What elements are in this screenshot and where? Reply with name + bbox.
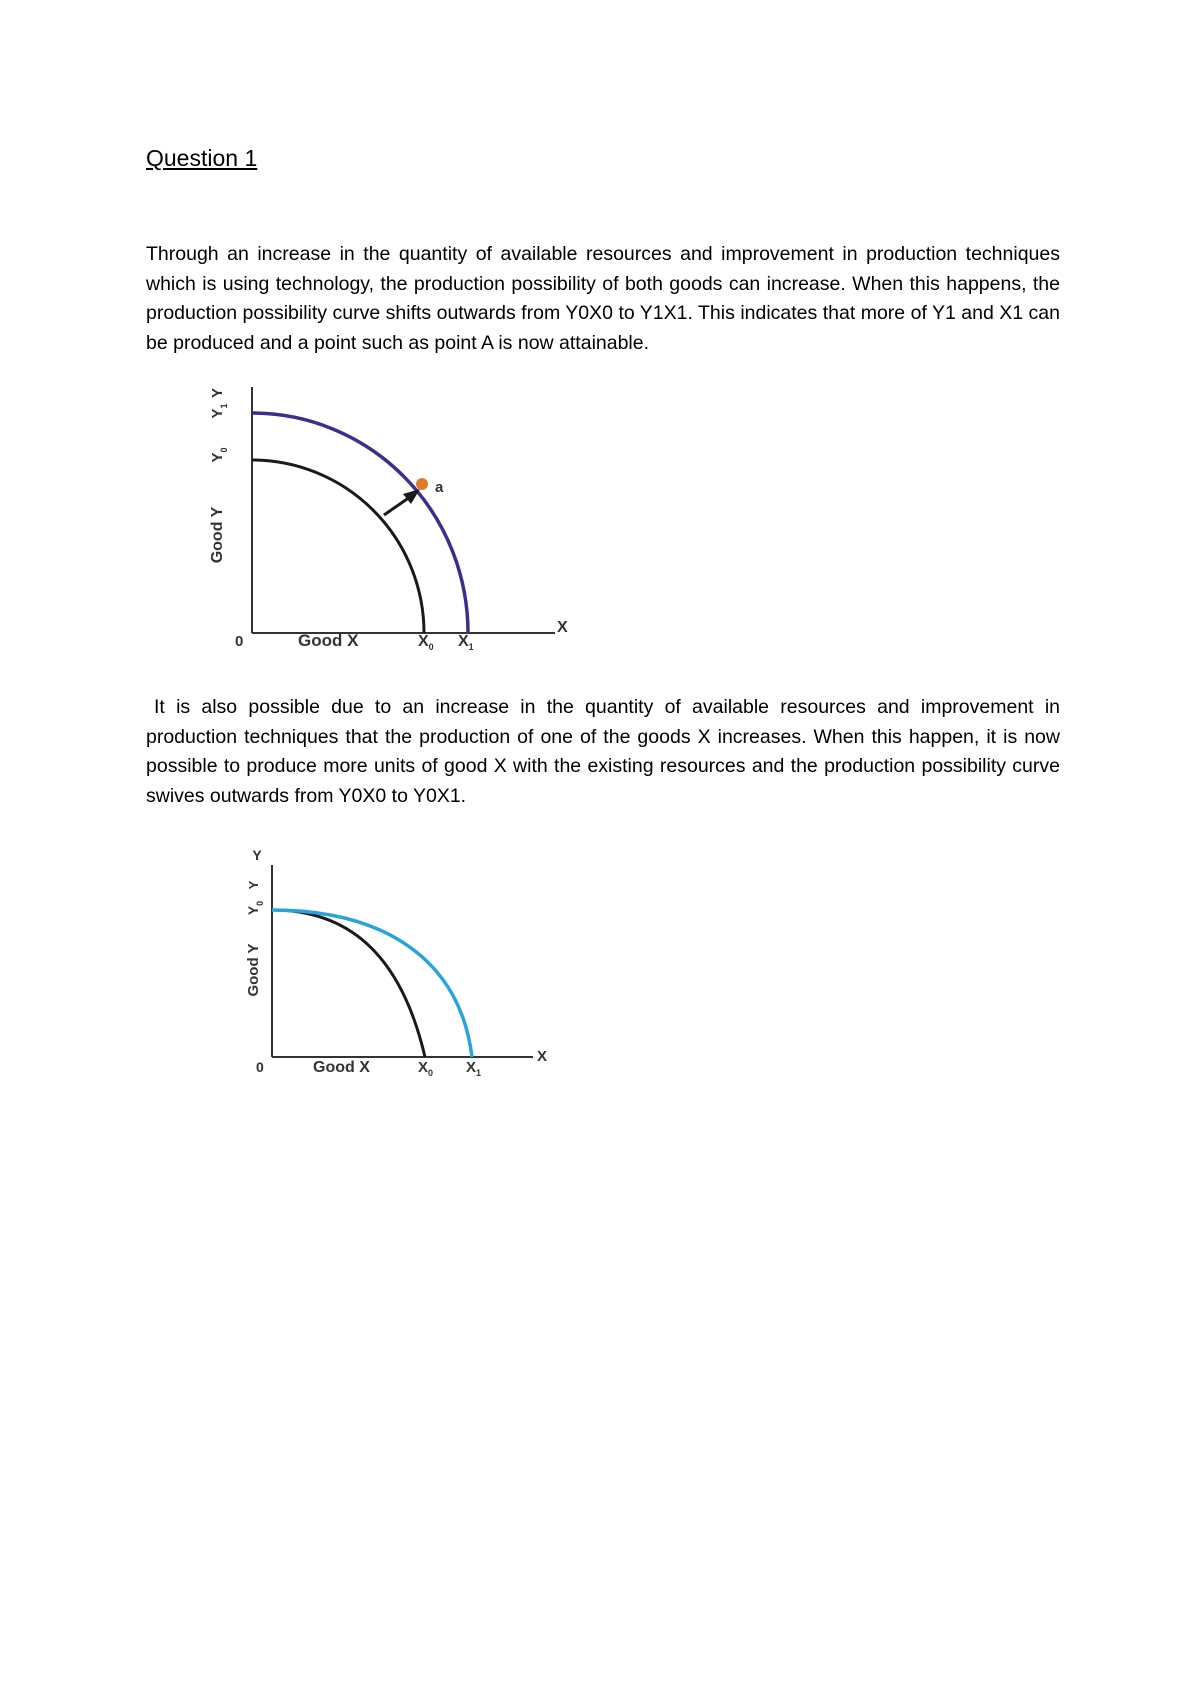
shift-arrow [384, 497, 410, 515]
original-ppc-curve [252, 460, 424, 633]
x-axis-title: Good X [298, 631, 359, 650]
y1-label: $Y_1$ [209, 403, 229, 419]
x0-label: $X_0$ [418, 633, 434, 652]
ppc-outward-shift-diagram [200, 375, 590, 665]
original-ppc-curve [272, 910, 425, 1057]
y-axis-letter: Y [252, 847, 262, 863]
swivelled-ppc-curve [272, 910, 472, 1057]
origin-label: 0 [235, 633, 244, 650]
paragraph-one-good-swivel: It is also possible due to an increase in the quantity of available resources and improvement in production techniques that the production of one of the goods X increases. When this happen, it is now possible to produce more units of good X with the existing resources and the production possibility curve swives outwards from Y0X0 to Y0X1. [146, 696, 1060, 807]
ppc-outward-shift-figure [200, 375, 590, 665]
x-axis-letter: X [537, 1048, 548, 1065]
x1-label: $X_1$ [458, 633, 474, 652]
ppc-swivel-figure [225, 840, 575, 1090]
y0-label: $Y_0$ [245, 900, 265, 916]
x1-label: $X_1$ [466, 1059, 482, 1078]
shifted-ppc-curve [252, 413, 468, 633]
x0-label: $X_0$ [418, 1059, 434, 1078]
x-axis-letter: X [557, 619, 568, 636]
y-axis-title: Good Y [209, 506, 226, 564]
ppc-swivel-diagram [225, 840, 575, 1090]
y0-label: $Y_0$ [209, 447, 229, 463]
paragraph-both-goods-shift: Through an increase in the quantity of available resources and improvement in production techniques which is using technology, the production possibility of both goods can increase. When this happens, the production possibility curve shifts outwards from Y0X0 to Y1X1. This indicates that more of Y1 and X1 can be produced and a point such as point A is now attainable. [146, 243, 1060, 354]
y-axis-letter: Y [209, 387, 226, 399]
origin-label: 0 [256, 1059, 264, 1075]
x-axis-title: Good X [313, 1059, 370, 1076]
y-axis-small-mark: Y [246, 880, 261, 890]
y-axis-title: Good Y [245, 943, 262, 997]
point-a-marker [416, 478, 428, 490]
question-heading: Question 1 [146, 145, 258, 171]
point-a-label: a [435, 479, 444, 496]
